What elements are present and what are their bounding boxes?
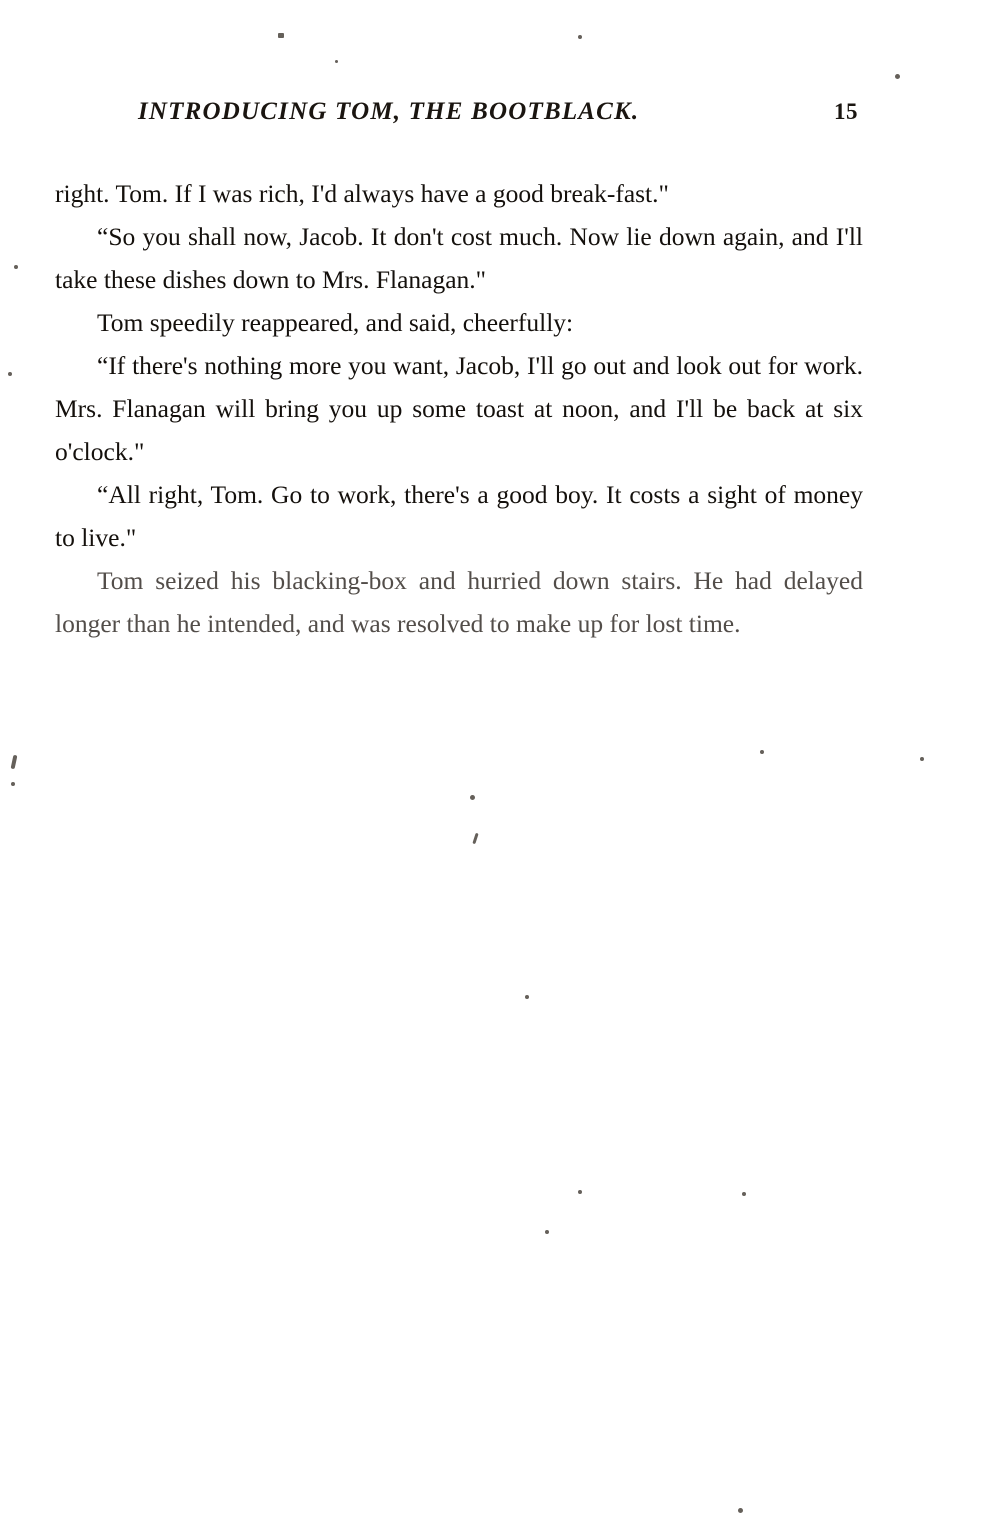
running-head	[138, 98, 858, 126]
chapter-running-title: INTRODUCING TOM, THE BOOTBLACK.	[138, 98, 640, 125]
scan-speck	[578, 35, 582, 39]
scan-speck	[742, 1192, 746, 1196]
scan-speck	[11, 755, 18, 770]
scan-speck	[278, 33, 284, 38]
page-number: 15	[834, 99, 858, 124]
paragraph: “If there's nothing more you want, Jacob, I'll go out and look out for work. Mrs. Flanagan will bring you up some toast at noon, and I'll be back at six o'clock."	[55, 351, 863, 466]
scan-speck	[472, 833, 478, 844]
scan-speck	[470, 795, 475, 800]
scan-speck	[11, 782, 15, 786]
scan-speck	[920, 757, 924, 761]
scan-speck	[335, 60, 338, 63]
scan-speck	[8, 372, 12, 376]
scan-speck	[525, 995, 529, 999]
scan-speck	[14, 265, 18, 269]
paragraph: right. Tom. If I was rich, I'd always have a good break-fast."	[55, 179, 669, 208]
body-text	[55, 172, 863, 645]
paragraph: Tom speedily reappeared, and said, cheerfully:	[97, 308, 574, 337]
scan-speck	[738, 1508, 743, 1513]
scan-speck	[545, 1230, 549, 1234]
scan-speck	[895, 74, 900, 79]
scan-speck	[760, 750, 764, 754]
paragraph: “So you shall now, Jacob. It don't cost much. Now lie down again, and I'll take these dishes down to Mrs. Flanagan."	[55, 222, 863, 294]
paragraph: “All right, Tom. Go to work, there's a good boy. It costs a sight of money to live."	[55, 480, 863, 552]
scan-speck	[578, 1190, 582, 1194]
paragraph: Tom seized his blacking-box and hurried down stairs. He had delayed longer than he intended, and was resolved to make up for lost time.	[55, 566, 863, 638]
